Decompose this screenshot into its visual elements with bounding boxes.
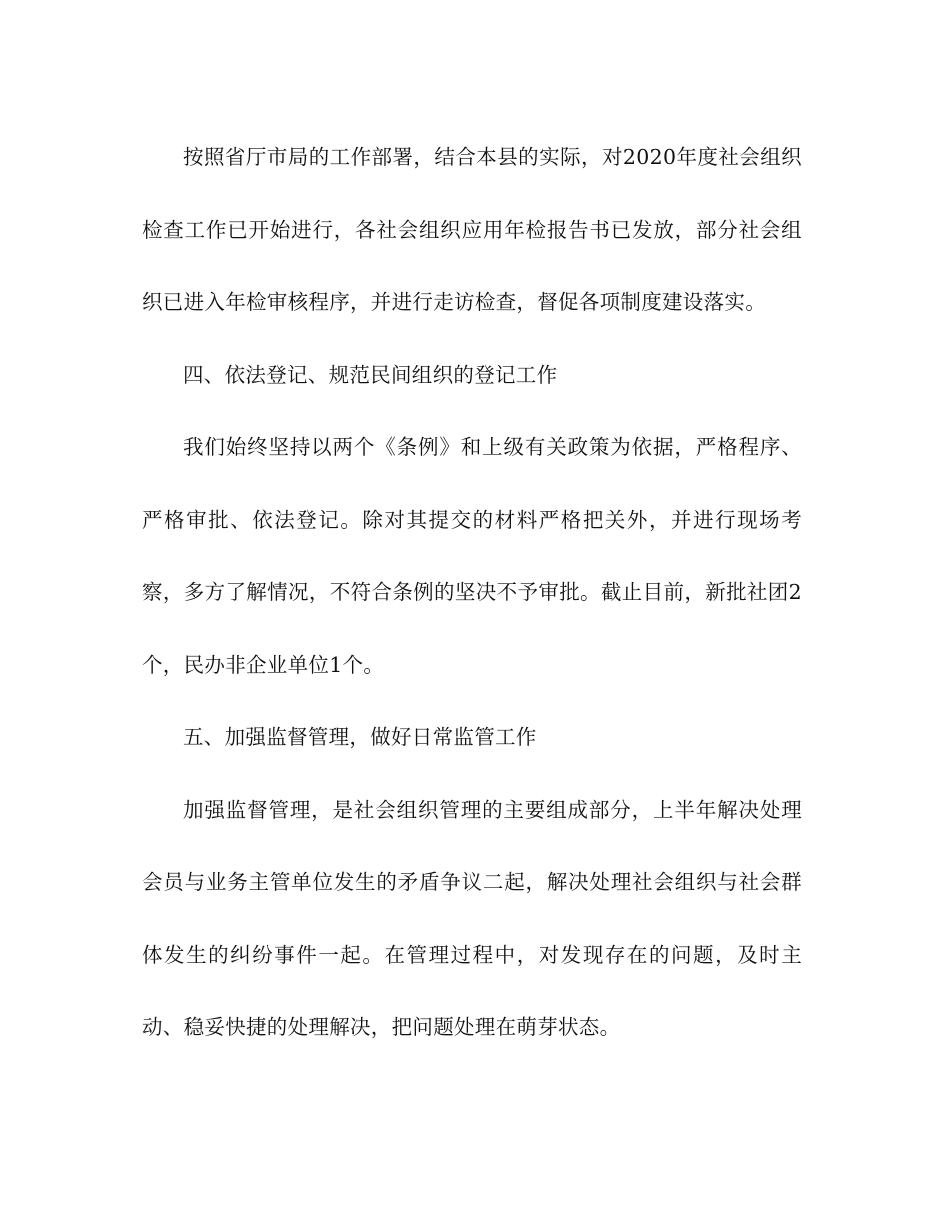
document-body (142, 121, 802, 1064)
paragraph-annual-inspection: 按照省厅市局的工作部署，结合本县的实际，对2020年度社会组织检查工作已开始进行，各社会组织应用年检报告书已发放，部分社会组织已进入年检审核程序，并进行走访检查，督促各项制度建设落实。 (142, 145, 802, 314)
paragraph-supervision: 加强监督管理，是社会组织管理的主要组成部分，上半年解决处理会员与业务主管单位发生的矛盾争议二起，解决处理社会组织与社会群体发生的纠纷事件一起。在管理过程中，对发现存在的问题，及时主动、稳妥快捷的处理解决，把问题处理在萌芽状态。 (142, 797, 802, 1039)
section-heading-4: 四、依法登记、规范民间组织的登记工作 (183, 362, 558, 387)
section-heading-5: 五、加强监督管理，做好日常监管工作 (183, 725, 537, 749)
paragraph-registration: 我们始终坚持以两个《条例》和上级有关政策为依据，严格程序、严格审批、依法登记。除对其提交的材料严格把关外，并进行现场考察，多方了解情况，不符合条例的坚决不予审批。截止目前，新批社团2个，民办非企业单位1个。 (142, 435, 802, 677)
